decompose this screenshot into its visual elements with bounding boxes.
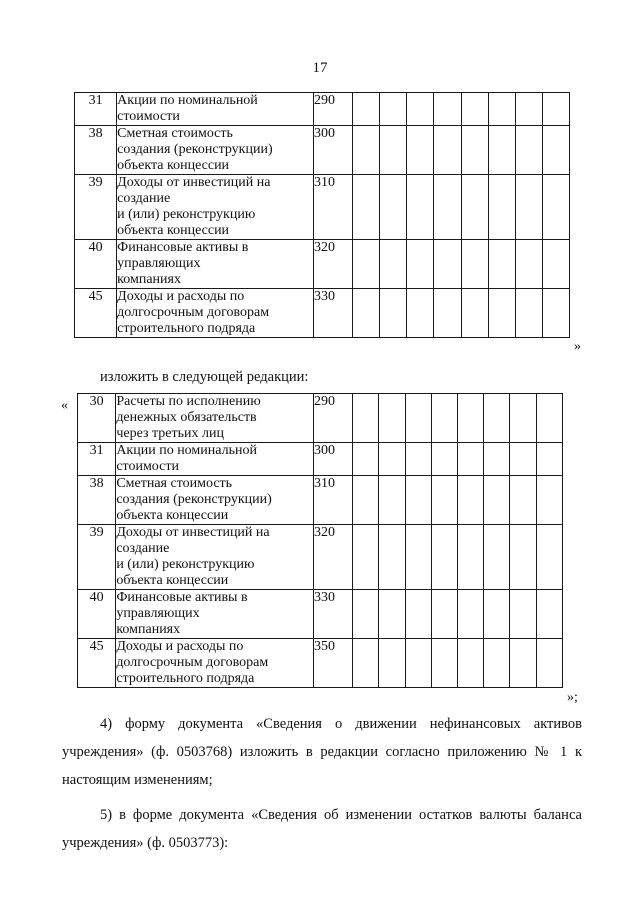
empty-cell: [405, 590, 431, 639]
empty-cell: [542, 240, 569, 289]
row-name: [116, 590, 314, 639]
page-number: 17: [312, 60, 328, 76]
table-row: [78, 443, 563, 476]
empty-cell: [488, 289, 515, 338]
empty-cell: [542, 289, 569, 338]
empty-cell: [458, 590, 484, 639]
row-name: [116, 476, 314, 525]
empty-cell: [488, 126, 515, 175]
empty-cell: [405, 394, 431, 443]
empty-cell: [515, 175, 542, 240]
row-number: 38: [78, 476, 116, 525]
empty-cell: [510, 443, 536, 476]
row-code: 320: [313, 240, 352, 289]
empty-cell: [536, 476, 562, 525]
empty-cell: [458, 639, 484, 688]
row-number: 30: [78, 394, 116, 443]
row-name-line: денежных обязательств: [116, 410, 257, 425]
empty-cell: [353, 289, 380, 338]
row-code: 310: [313, 175, 352, 240]
empty-cell: [407, 93, 434, 126]
row-name: [117, 175, 314, 240]
empty-cell: [461, 175, 488, 240]
empty-cell: [484, 639, 510, 688]
empty-cell: [407, 289, 434, 338]
row-name-line: объекта концессии: [117, 158, 230, 173]
empty-cell: [461, 289, 488, 338]
empty-cell: [536, 639, 562, 688]
row-name-line: компаниях: [117, 272, 181, 287]
empty-cell: [431, 525, 457, 590]
row-name-line: долгосрочным договорам: [117, 305, 270, 320]
row-name: [116, 525, 314, 590]
empty-cell: [405, 525, 431, 590]
empty-cell: [536, 443, 562, 476]
empty-cell: [353, 590, 379, 639]
empty-cell: [458, 394, 484, 443]
table-old-close-mark: »: [574, 339, 581, 354]
empty-cell: [380, 289, 407, 338]
paragraph-5-line-2: учреждения» (ф. 0503773):: [62, 835, 229, 851]
row-name-line: строительного подряда: [117, 321, 256, 336]
empty-cell: [434, 126, 461, 175]
empty-cell: [542, 126, 569, 175]
row-name-line: Финансовые активы в: [117, 240, 249, 255]
empty-cell: [431, 476, 457, 525]
empty-cell: [434, 93, 461, 126]
table-row: [78, 476, 563, 525]
row-number: 31: [75, 93, 117, 126]
empty-cell: [380, 240, 407, 289]
empty-cell: [488, 93, 515, 126]
row-code: 300: [313, 443, 352, 476]
table-row: [78, 590, 563, 639]
row-code: 320: [313, 525, 352, 590]
row-code: 330: [313, 289, 352, 338]
empty-cell: [461, 240, 488, 289]
row-name-line: создания (реконструкции): [116, 492, 272, 507]
row-name-line: создания (реконструкции): [117, 142, 273, 157]
table-new-close-mark: »;: [567, 690, 578, 705]
empty-cell: [380, 93, 407, 126]
empty-cell: [431, 394, 457, 443]
empty-cell: [484, 525, 510, 590]
empty-cell: [379, 394, 405, 443]
empty-cell: [353, 394, 379, 443]
row-name-line: создание: [117, 191, 171, 206]
table-row: [78, 525, 563, 590]
row-number: 40: [75, 240, 117, 289]
empty-cell: [510, 476, 536, 525]
empty-cell: [353, 639, 379, 688]
paragraph-4-line-3: настоящим изменениям;: [62, 772, 213, 788]
table-old: [74, 92, 570, 338]
row-code: 290: [313, 93, 352, 126]
row-name-line: Доходы и расходы по: [116, 639, 244, 654]
empty-cell: [353, 240, 380, 289]
empty-cell: [379, 590, 405, 639]
row-name: [117, 126, 314, 175]
empty-cell: [405, 443, 431, 476]
row-name-line: Расчеты по исполнению: [116, 394, 261, 409]
row-name: [116, 443, 314, 476]
empty-cell: [379, 476, 405, 525]
empty-cell: [405, 476, 431, 525]
empty-cell: [536, 394, 562, 443]
row-name-line: стоимости: [117, 109, 180, 124]
row-name-line: объекта концессии: [116, 573, 229, 588]
row-name-line: строительного подряда: [116, 671, 255, 686]
row-name-line: через третьих лиц: [116, 426, 224, 441]
empty-cell: [510, 590, 536, 639]
empty-cell: [515, 289, 542, 338]
table-row: [75, 93, 570, 126]
empty-cell: [407, 175, 434, 240]
row-name-line: долгосрочным договорам: [116, 655, 269, 670]
row-name: [116, 639, 314, 688]
row-name-line: объекта концессии: [116, 508, 229, 523]
table-row: [75, 126, 570, 175]
row-number: 39: [78, 525, 116, 590]
empty-cell: [458, 525, 484, 590]
row-code: 310: [313, 476, 352, 525]
row-name-line: объекта концессии: [117, 223, 230, 238]
empty-cell: [353, 126, 380, 175]
empty-cell: [431, 590, 457, 639]
empty-cell: [407, 126, 434, 175]
empty-cell: [434, 289, 461, 338]
row-name-line: компаниях: [116, 622, 181, 637]
row-name-line: управляющих: [117, 256, 201, 271]
empty-cell: [431, 443, 457, 476]
empty-cell: [458, 443, 484, 476]
row-name-line: Сметная стоимость: [117, 126, 233, 141]
row-name-line: Акции по номинальной: [117, 93, 258, 108]
empty-cell: [380, 126, 407, 175]
empty-cell: [488, 240, 515, 289]
row-name-line: Финансовые активы в: [116, 590, 248, 605]
empty-cell: [434, 240, 461, 289]
empty-cell: [510, 525, 536, 590]
empty-cell: [431, 639, 457, 688]
empty-cell: [353, 476, 379, 525]
empty-cell: [379, 639, 405, 688]
paragraph-5-line-1: 5) в форме документа «Сведения об изменении остатков валюты баланса: [100, 807, 582, 823]
empty-cell: [379, 443, 405, 476]
row-number: 38: [75, 126, 117, 175]
row-name: [116, 394, 314, 443]
paragraph-4-line-2: учреждения» (ф. 0503768) изложить в редакции согласно приложению № 1 к: [62, 744, 582, 760]
empty-cell: [405, 639, 431, 688]
row-name-line: Акции по номинальной: [116, 443, 257, 458]
row-name-line: Доходы и расходы по: [117, 289, 245, 304]
row-name: [117, 289, 314, 338]
empty-cell: [353, 93, 380, 126]
row-name: [117, 240, 314, 289]
row-name-line: и (или) реконструкцию: [116, 557, 255, 572]
row-number: 45: [75, 289, 117, 338]
empty-cell: [380, 175, 407, 240]
row-name-line: Сметная стоимость: [116, 476, 233, 491]
paragraph-4-line-1: 4) форму документа «Сведения о движении нефинансовых активов: [100, 716, 582, 732]
row-name-line: и (или) реконструкцию: [117, 207, 256, 222]
table-row: [75, 240, 570, 289]
empty-cell: [510, 639, 536, 688]
empty-cell: [515, 126, 542, 175]
empty-cell: [379, 525, 405, 590]
table-new: [77, 393, 563, 688]
row-number: 39: [75, 175, 117, 240]
empty-cell: [484, 443, 510, 476]
empty-cell: [461, 126, 488, 175]
row-number: 40: [78, 590, 116, 639]
table-row: [75, 175, 570, 240]
empty-cell: [542, 93, 569, 126]
empty-cell: [515, 240, 542, 289]
empty-cell: [458, 476, 484, 525]
empty-cell: [353, 175, 380, 240]
row-code: 290: [313, 394, 352, 443]
row-name-line: управляющих: [116, 606, 200, 621]
row-code: 300: [313, 126, 352, 175]
row-code: 330: [313, 590, 352, 639]
row-name-line: Доходы от инвестиций на: [117, 175, 271, 190]
empty-cell: [484, 590, 510, 639]
row-number: 31: [78, 443, 116, 476]
empty-cell: [488, 175, 515, 240]
row-name: [117, 93, 314, 126]
empty-cell: [536, 525, 562, 590]
row-code: 350: [313, 639, 352, 688]
empty-cell: [353, 443, 379, 476]
empty-cell: [461, 93, 488, 126]
row-name-line: создание: [116, 541, 170, 556]
table-new-open-mark: «: [61, 398, 68, 413]
table-row: [75, 289, 570, 338]
empty-cell: [542, 175, 569, 240]
empty-cell: [484, 476, 510, 525]
row-name-line: Доходы от инвестиций на: [116, 525, 270, 540]
table-row: [78, 394, 563, 443]
table-row: [78, 639, 563, 688]
empty-cell: [484, 394, 510, 443]
empty-cell: [536, 590, 562, 639]
row-name-line: стоимости: [116, 459, 179, 474]
empty-cell: [515, 93, 542, 126]
empty-cell: [434, 175, 461, 240]
row-number: 45: [78, 639, 116, 688]
middle-text: изложить в следующей редакции:: [100, 369, 309, 385]
empty-cell: [407, 240, 434, 289]
empty-cell: [353, 525, 379, 590]
empty-cell: [510, 394, 536, 443]
